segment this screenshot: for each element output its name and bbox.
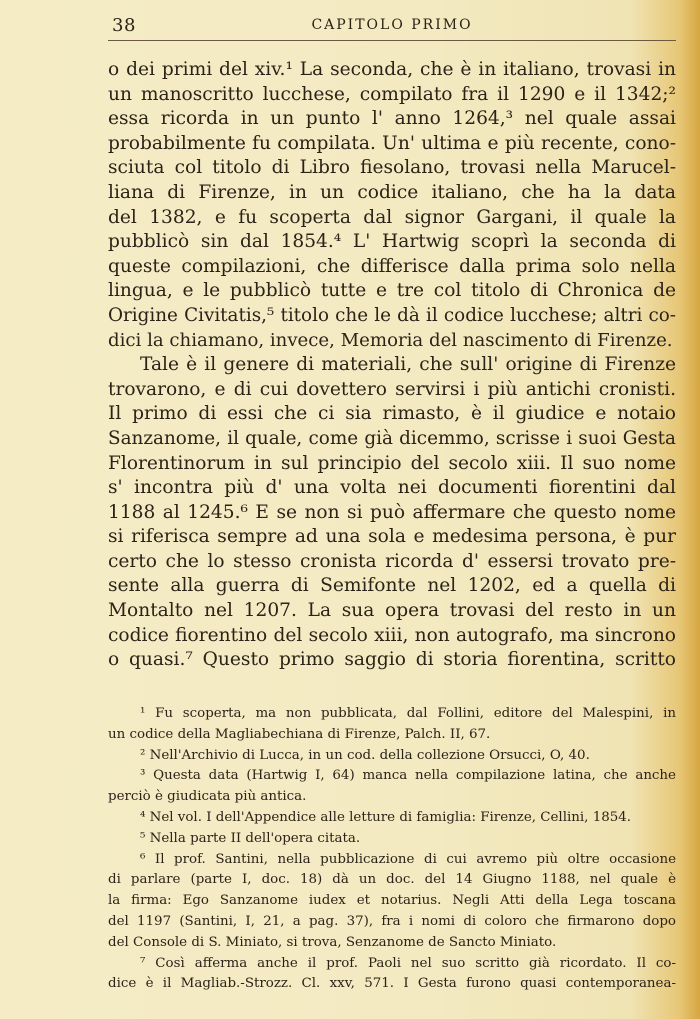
footnote-line: la firma: Ego Sanzanome iudex et notarius. Negli Atti della Lega toscana — [108, 893, 676, 909]
text-line: liana di Firenze, in un codice italiano, che ha la data — [108, 181, 676, 203]
text-line: sente alla guerra di Semifonte nel 1202, ed a quella di — [108, 575, 676, 597]
text-line: queste compilazioni, che differisce dalla prima solo nella — [108, 255, 676, 277]
page-header — [108, 14, 676, 41]
footnote-line: dice è il Magliab.-Strozz. Cl. xxv, 571. I Gesta furono quasi contemporanea- — [108, 976, 676, 992]
text-line: si riferisca sempre ad una sola e medesima persona, è pur — [108, 526, 676, 548]
text-line: Tale è il genere di materiali, che sull' origine di Firenze — [140, 354, 676, 376]
text-line: dici la chiamano, invece, Memoria del nascimento di Firenze. — [108, 329, 673, 351]
text-line: 1188 al 1245.⁶ E se non si può affermare che questo nome — [108, 501, 676, 523]
page-number: 38 — [112, 15, 136, 36]
text-line: o quasi.⁷ Questo primo saggio di storia fiorentina, scritto — [108, 649, 676, 671]
footnote-line: ⁶ Il prof. Santini, nella pubblicazione di cui avremo più oltre occasione — [140, 851, 676, 867]
text-line: lingua, e le pubblicò tutte e tre col titolo di Chronica de — [108, 280, 676, 302]
footnote-line: del 1197 (Santini, I, 21, a pag. 37), fra i nomi di coloro che firmarono dopo — [108, 913, 676, 929]
body-text — [108, 58, 676, 673]
running-head: CAPITOLO PRIMO — [311, 17, 473, 33]
text-line: un manoscritto lucchese, compilato fra il 1290 e il 1342;² — [108, 83, 676, 105]
text-line: s' incontra più d' una volta nei documenti fiorentini dal — [108, 477, 676, 499]
text-line: trovarono, e di cui dovettero servirsi i più antichi cronisti. — [108, 378, 676, 400]
footnote-line: del Console di S. Miniato, si trova, Senzanome de Sancto Miniato. — [108, 934, 557, 950]
footnote-line: ⁵ Nella parte II dell'opera citata. — [140, 830, 361, 846]
text-line: Florentinorum in sul principio del secolo xiii. Il suo nome — [108, 452, 676, 474]
text-line: o dei primi del xiv.¹ La seconda, che è in italiano, trovasi in — [108, 59, 676, 80]
footnote-line: ⁷ Così afferma anche il prof. Paoli nel suo scritto già ricordato. Il co- — [140, 955, 676, 971]
footnote-line: ² Nell'Archivio di Lucca, in un cod. della collezione Orsucci, O, 40. — [140, 747, 590, 763]
footnote-line: ¹ Fu scoperta, ma non pubblicata, dal Follini, editore del Malespini, in — [140, 706, 676, 721]
text-line: Il primo di essi che ci sia rimasto, è il giudice e notaio — [108, 403, 676, 425]
text-line: probabilmente fu compilata. Un' ultima e più recente, cono- — [108, 132, 676, 154]
text-line: Origine Civitatis,⁵ titolo che le dà il codice lucchese; altri co- — [108, 304, 676, 326]
text-line: codice fiorentino del secolo xiii, non autografo, ma sincrono — [108, 624, 676, 646]
text-line: essa ricorda in un punto l' anno 1264,³ nel quale assai — [108, 108, 676, 130]
footnotes — [108, 704, 676, 995]
footnote-line: un codice della Magliabechiana di Firenze, Palch. II, 67. — [108, 726, 491, 742]
footnote-line: perciò è giudicata più antica. — [108, 789, 307, 805]
footnote-line: ⁴ Nel vol. I dell'Appendice alle letture di famiglia: Firenze, Cellini, 1854. — [140, 809, 632, 825]
text-line: sciuta col titolo di Libro fiesolano, trovasi nella Marucel- — [108, 157, 676, 179]
text-line: Sanzanome, il quale, come già dicemmo, scrisse i suoi Gesta — [108, 427, 676, 449]
text-line: certo che lo stesso cronista ricorda d' essersi trovato pre- — [108, 550, 676, 572]
footnote-line: ³ Questa data (Hartwig I, 64) manca nella compilazione latina, che anche — [140, 768, 676, 784]
text-line: Montalto nel 1207. La sua opera trovasi del resto in un — [108, 600, 676, 622]
text-line: pubblicò sin dal 1854.⁴ L' Hartwig scoprì la seconda di — [108, 231, 676, 253]
text-line: del 1382, e fu scoperta dal signor Gargani, il quale la — [108, 206, 676, 228]
footnote-line: di parlare (parte I, doc. 18) dà un doc. del 14 Giugno 1188, nel quale è — [108, 872, 676, 888]
